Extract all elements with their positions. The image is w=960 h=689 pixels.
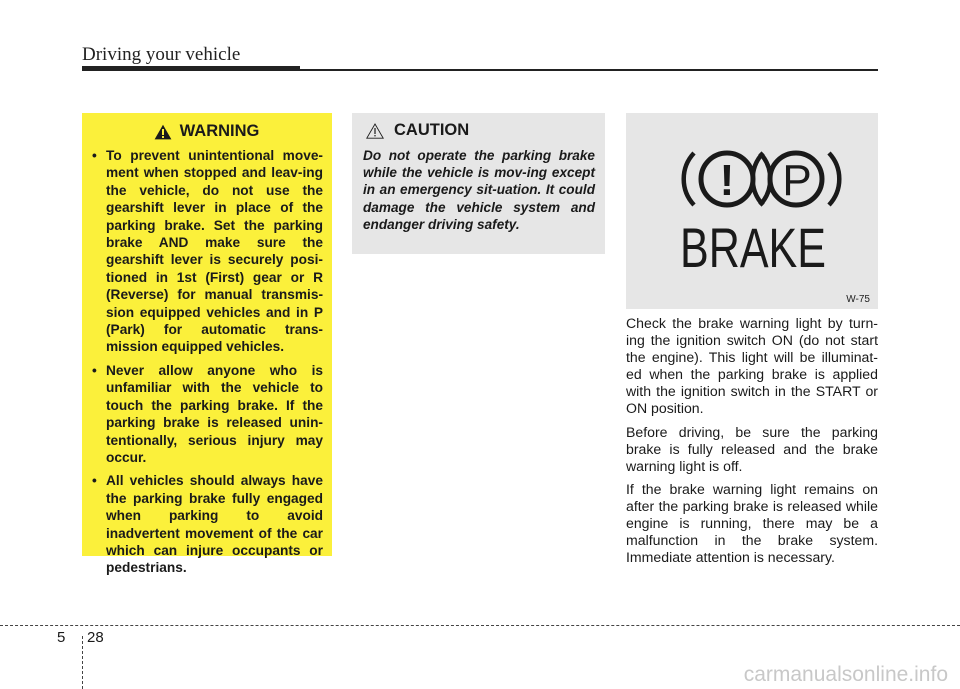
warning-heading: WARNING xyxy=(179,122,260,140)
body-paragraph: Check the brake warning light by turn-ing the ignition switch ON (do not start the engine). This light will be illuminat-ed when the parking brake is applied with the ignition switch in the START or ON position. xyxy=(626,315,878,417)
bullet: • xyxy=(92,473,97,489)
warning-item-text: Never allow anyone who is unfamiliar with the vehicle to touch the parking brake. If the parking brake is released unin-tentionally, serious injury may occur. xyxy=(106,362,323,465)
footer-divider xyxy=(82,636,83,689)
caution-heading-row xyxy=(366,121,595,140)
body-text xyxy=(626,315,878,572)
brake-label: BRAKE xyxy=(680,216,826,279)
warning-item-text: All vehicles should always have the parking brake fully engaged when parking to avoid inadvertent movement of the car which can injure occupants or pedestrians. xyxy=(106,473,323,576)
warning-box xyxy=(82,113,332,576)
caution-heading: CAUTION xyxy=(394,121,470,139)
warning-heading-row xyxy=(90,122,323,141)
caution-text: Do not operate the parking brake while the vehicle is mov-ing except in an emergency sit-uation. It could damage the vehicle system and endanger driving safety. xyxy=(363,148,595,232)
bullet: • xyxy=(92,148,97,163)
parking-glyph: P xyxy=(782,156,812,205)
warning-item xyxy=(90,147,323,356)
warning-list xyxy=(90,147,323,577)
footer-rule xyxy=(0,625,960,626)
header-rule-thick xyxy=(82,66,300,71)
page-number: 28 xyxy=(87,629,104,646)
page-section-number: 5 xyxy=(57,629,66,646)
page-header-title: Driving your vehicle xyxy=(82,44,241,65)
body-paragraph: If the brake warning light remains on after the parking brake is released while engine is running, there may be a malfunction in the brake system. Immediate attention is necessary. xyxy=(626,480,878,566)
warning-item-text: To prevent unintentional move-ment when stopped and leav-ing the vehicle, do not use the gearshift lever in place of the parking brake. Set the parking brake AND make sure the gearshift lever is securely posi-tioned in 1st (First) gear or R (Reverse) for manual transmis-sion equipped vehicles and in P (Park) for automatic trans-mission equipped vehicles. xyxy=(106,148,323,355)
header-rule-thin xyxy=(300,69,878,71)
site-watermark: carmanualsonline.info xyxy=(743,663,948,686)
body-paragraph: Before driving, be sure the parking brake is fully released and the brake warning light is off. xyxy=(626,423,878,474)
caution-box xyxy=(352,113,605,254)
warning-triangle-icon xyxy=(154,124,172,140)
brake-warning-illustration xyxy=(626,113,878,309)
warning-item xyxy=(90,472,323,576)
figure-code: W-75 xyxy=(846,294,870,305)
exclamation-glyph: ! xyxy=(719,156,735,205)
caution-triangle-icon xyxy=(366,123,384,139)
brake-warning-light-figure xyxy=(626,113,878,309)
warning-item xyxy=(90,362,323,466)
bullet: • xyxy=(92,362,97,378)
